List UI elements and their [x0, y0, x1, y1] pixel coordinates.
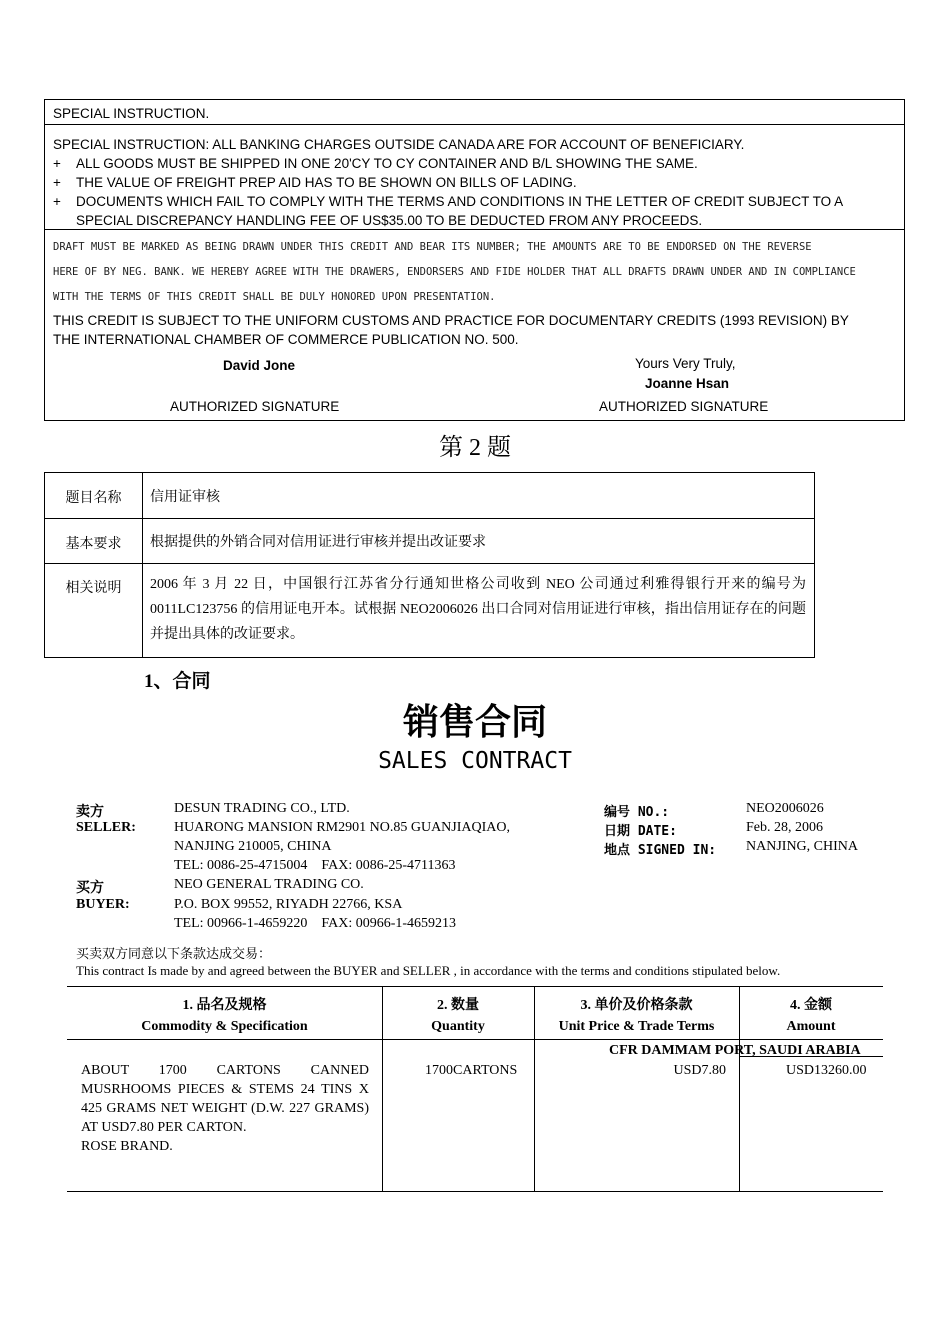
signed-in-label: 地点 SIGNED IN: [604, 843, 717, 858]
contract-title-cn: 销售合同 [402, 702, 547, 743]
buyer-label-en: BUYER: [76, 897, 130, 912]
instruction-item: ALL GOODS MUST BE SHIPPED IN ONE 20'CY TO CY CONTAINER AND B/L SHOWING THE SAME. [76, 156, 698, 171]
authorized-signature-right: AUTHORIZED SIGNATURE [599, 399, 769, 414]
instruction-item: SPECIAL DISCREPANCY HANDLING FEE OF US$35.00 TO BE DEDUCTED FROM ANY PROCEEDS. [76, 213, 703, 228]
draft-line: DRAFT MUST BE MARKED AS BEING DRAWN UNDER THIS CREDIT AND BEAR ITS NUMBER; THE AMOUNTS ARE TO BE ENDORSED ON THE REVERSE [53, 241, 812, 253]
row-divider [45, 563, 814, 564]
trade-term-rule [739, 1056, 883, 1057]
row-value: 根据提供的外销合同对信用证进行审核并提出改证要求 [150, 535, 486, 550]
column-header-amount [739, 995, 883, 1037]
seller-label-en: SELLER: [76, 820, 136, 835]
seller-line: TEL: 0086-25-4715004 FAX: 0086-25-4711363 [174, 858, 456, 873]
divider [45, 229, 904, 230]
row-label: 基本要求 [65, 537, 122, 552]
contract-date-label: 日期 DATE: [604, 824, 677, 839]
buyer-line: TEL: 00966-1-4659220 FAX: 00966-1-4659213 [174, 916, 457, 931]
column-header-cn: 3. 单价及价格条款 [580, 998, 693, 1013]
column-divider [142, 473, 143, 657]
table-header-rule [67, 1039, 883, 1040]
seller-label-cn: 卖方 [76, 805, 104, 820]
row-value-description: 2006 年 3 月 22 日，中国银行江苏省分行通知世格公司收到 NEO 公司通过利雅得银行开来的编号为 0011LC123756 的信用证电开本。试根据 NEO2006026 出口合同对信用证进行审核，指出信用证存在的问题并提出具体的改证要求。 [150, 577, 806, 642]
seller-line: NANJING 210005, CHINA [174, 839, 332, 854]
signed-in-value: NANJING, CHINA [746, 839, 858, 854]
column-header-en: Commodity & Specification [141, 1019, 308, 1034]
signer-right: Joanne Hsan [645, 376, 730, 391]
item-brand: ROSE BRAND. [81, 1139, 173, 1154]
bullet: + [53, 156, 61, 171]
contract-no-label: 编号 NO.: [604, 805, 670, 820]
trade-term: CFR DAMMAM PORT, SAUDI ARABIA [609, 1043, 861, 1058]
seller-line: DESUN TRADING CO., LTD. [174, 801, 350, 816]
contract-date-value: Feb. 28, 2006 [746, 820, 823, 835]
draft-line: WITH THE TERMS OF THIS CREDIT SHALL BE DULY HONORED UPON PRESENTATION. [53, 291, 496, 303]
column-header-cn: 4. 金额 [790, 998, 832, 1013]
row-label: 题目名称 [65, 491, 122, 506]
column-header-cn: 1. 品名及规格 [182, 998, 267, 1013]
banking-charges-line: SPECIAL INSTRUCTION: ALL BANKING CHARGES OUTSIDE CANADA ARE FOR ACCOUNT OF BENEFICIARY. [53, 137, 745, 152]
seller-line: HUARONG MANSION RM2901 NO.85 GUANJIAQIAO, [174, 820, 510, 835]
buyer-line: P.O. BOX 99552, RIYADH 22766, KSA [174, 897, 403, 912]
item-description [81, 1061, 369, 1156]
bullet: + [53, 175, 61, 190]
instruction-item: DOCUMENTS WHICH FAIL TO COMPLY WITH THE TERMS AND CONDITIONS IN THE LETTER OF CREDIT SUBJECT TO A [76, 194, 844, 209]
authorized-signature-left: AUTHORIZED SIGNATURE [170, 399, 340, 414]
section-heading: 1、合同 [144, 671, 211, 692]
column-header-en: Quantity [431, 1019, 485, 1034]
contract-title-en: SALES CONTRACT [378, 748, 572, 774]
buyer-line: NEO GENERAL TRADING CO. [174, 877, 364, 892]
ucp-line: THIS CREDIT IS SUBJECT TO THE UNIFORM CUSTOMS AND PRACTICE FOR DOCUMENTARY CREDITS (1993 REVISION) BY [53, 313, 849, 328]
column-header-en: Unit Price & Trade Terms [558, 1019, 715, 1034]
special-instruction-title: SPECIAL INSTRUCTION. [53, 106, 210, 121]
signer-left: David Jone [223, 358, 296, 373]
item-description-text: ABOUT 1700 CARTONS CANNED MUSRHOOMS PIECES & STEMS 24 TINS X 425 GRAMS NET WEIGHT (D.W. 227 GRAMS) AT USD7.80 PER CARTON. [81, 1063, 369, 1135]
column-header-cn: 2. 数量 [437, 998, 479, 1013]
item-unit-price: USD7.80 [673, 1063, 726, 1078]
item-amount: USD13260.00 [786, 1063, 867, 1078]
draft-line: HERE OF BY NEG. BANK. WE HEREBY AGREE WITH THE DRAWERS, ENDORSERS AND FIDE HOLDER THAT ALL DRAFTS DRAWN UNDER AND IN COMPLIANCE [53, 266, 856, 278]
table-top-rule [67, 986, 883, 987]
buyer-label-cn: 买方 [76, 881, 104, 896]
ucp-line: THE INTERNATIONAL CHAMBER OF COMMERCE PUBLICATION NO. 500. [53, 332, 519, 347]
row-divider [45, 518, 814, 519]
table-bottom-rule [67, 1191, 883, 1192]
instruction-item: THE VALUE OF FREIGHT PREP AID HAS TO BE SHOWN ON BILLS OF LADING. [76, 175, 577, 190]
special-instruction-box [44, 99, 905, 421]
yours-truly: Yours Very Truly, [635, 356, 736, 371]
special-instruction-header [45, 100, 904, 125]
question-title: 第 2 题 [439, 435, 511, 461]
info-table [44, 472, 815, 658]
row-label: 相关说明 [65, 581, 122, 596]
column-header-unit-price [534, 995, 739, 1037]
contract-no-value: NEO2006026 [746, 801, 824, 816]
item-quantity: 1700CARTONS [425, 1063, 518, 1078]
agreement-cn: 买卖双方同意以下条款达成交易： [76, 946, 272, 961]
column-header-quantity [382, 995, 534, 1037]
bullet: + [53, 194, 61, 209]
row-value: 信用证审核 [150, 490, 220, 505]
agreement-en: This contract Is made by and agreed between the BUYER and SELLER , in accordance with the terms and conditions stipulated below. [76, 963, 781, 978]
column-header-en: Amount [786, 1019, 836, 1034]
column-header-commodity [67, 995, 382, 1037]
